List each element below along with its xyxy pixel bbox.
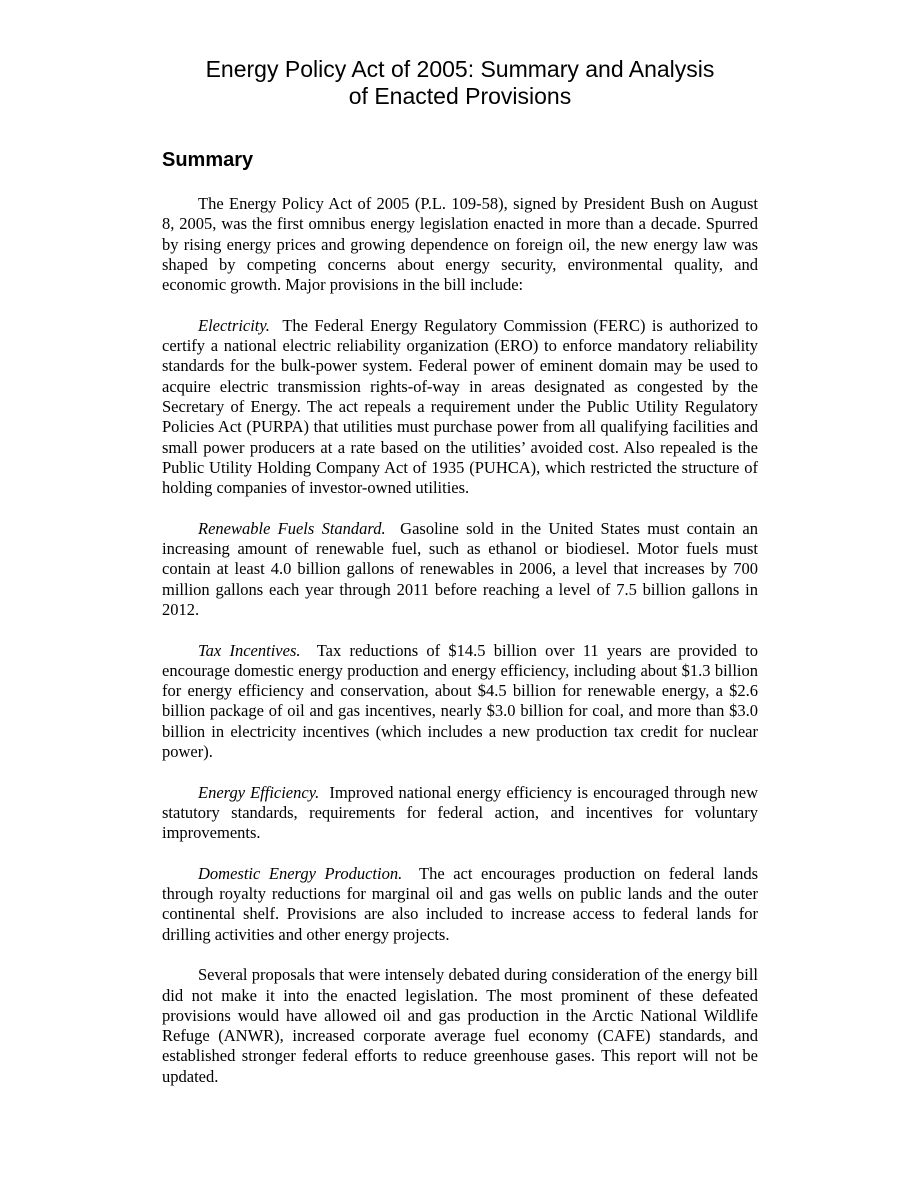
paragraph-renewable-fuels-text: Gasoline sold in the United States must contain an increasing amount of renewable fuel, such as ethanol or biodiesel. Motor fuels must contain at least 4.0 billion gallons of renewables in 2006, a level that increases by 700 million gallons each year through 2011 before reaching a level of 7.5 billion gallons in 2012. xyxy=(162,518,759,619)
paragraph-energy-efficiency-text: Improved national energy efficiency is encouraged through new statutory standards, requirements for federal action, and incentives for voluntary improvements. xyxy=(162,782,758,843)
paragraph-defeated-proposals xyxy=(162,965,758,1087)
paragraph-renewable-fuels-lead: Renewable Fuels Standard. xyxy=(198,518,386,538)
paragraph-electricity-text: The Federal Energy Regulatory Commission (FERC) is authorized to certify a national electric reliability organization (ERO) to enforce mandatory reliability standards for the bulk-power system. Federal power of eminent domain may be used to acquire electric transmission rights-of-way in areas designated as congested by the Secretary of Energy. The act repeals a requirement under the Public Utility Regulatory Policies Act (PURPA) that utilities must purchase power from all qualifying facilities and small power producers at a rate based on the utilities’ avoided cost. Also repealed is the Public Utility Holding Company Act of 1935 (PUHCA), which restricted the structure of holding companies of investor-owned utilities. xyxy=(162,315,758,498)
paragraph-domestic-production xyxy=(162,864,758,945)
page-title xyxy=(162,56,758,110)
paragraph-tax-incentives-lead: Tax Incentives. xyxy=(198,640,301,660)
paragraph-defeated-proposals-text: Several proposals that were intensely debated during consideration of the energy bill did not make it into the enacted legislation. The most prominent of these defeated provisions would have allowed oil and gas production in the Arctic National Wildlife Refuge (ANWR), increased corporate average fuel economy (CAFE) standards, and established stronger federal efforts to reduce greenhouse gases. This report will not be updated. xyxy=(162,965,758,1086)
paragraph-energy-efficiency-lead: Energy Efficiency. xyxy=(198,782,320,802)
paragraph-intro xyxy=(162,194,758,295)
summary-body xyxy=(162,194,758,1107)
section-heading-summary: Summary xyxy=(162,149,254,171)
paragraph-domestic-production-text: The act encourages production on federal lands through royalty reductions for marginal oil and gas wells on public lands and the outer continental shelf. Provisions are also included to increase access to federal lands for drilling activities and other energy projects. xyxy=(162,863,759,944)
paragraph-intro-text: The Energy Policy Act of 2005 (P.L. 109-58), signed by President Bush on August 8, 2005, was the first omnibus energy legislation enacted in more than a decade. Spurred by rising energy prices and growing dependence on foreign oil, the new energy law was shaped by competing concerns about energy security, environmental quality, and economic growth. Major provisions in the bill include: xyxy=(162,194,758,295)
paragraph-electricity-lead: Electricity. xyxy=(198,315,270,335)
paragraph-domestic-production-lead: Domestic Energy Production. xyxy=(198,863,403,883)
paragraph-energy-efficiency xyxy=(162,783,758,844)
paragraph-tax-incentives xyxy=(162,641,758,763)
paragraph-electricity xyxy=(162,316,758,499)
title-line-2: of Enacted Provisions xyxy=(348,83,572,109)
paragraph-renewable-fuels xyxy=(162,519,758,620)
paragraph-tax-incentives-text: Tax reductions of $14.5 billion over 11 years are provided to encourage domestic energy production and energy efficiency, including about $1.3 billion for energy efficiency and conservation, about $4.5 billion for renewable energy, a $2.6 billion package of oil and gas incentives, nearly $3.0 billion for coal, and more than $3.0 billion in electricity incentives (which includes a new production tax credit for nuclear power). xyxy=(162,640,759,762)
title-line-1: Energy Policy Act of 2005: Summary and Analysis xyxy=(205,56,715,82)
